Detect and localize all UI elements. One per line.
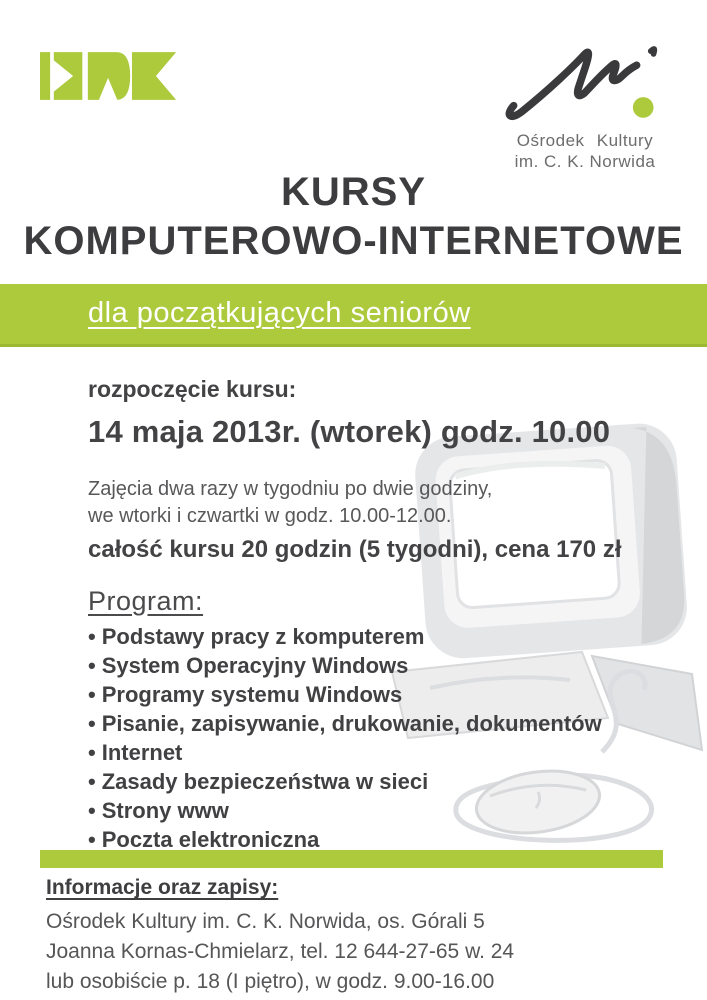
course-schedule-line1: Zajęcia dwa razy w tygodniu po dwie godziny,	[88, 478, 493, 500]
org-name-line1: Ośrodek Kultury	[516, 131, 654, 150]
program-item-label: Internet	[101, 740, 183, 765]
bullet-icon: •	[88, 711, 96, 736]
poster-title-line1: KURSY	[280, 170, 427, 214]
contact-heading: Informacje oraz zapisy:	[46, 876, 279, 899]
course-start-date: 14 maja 2013r. (wtorek) godz. 10.00	[88, 414, 611, 449]
poster-title-line2: KOMPUTEROWO-INTERNETOWE	[23, 219, 684, 263]
contact-hours: lub osobiście p. 18 (I piętro), w godz. 9.00-16.00	[46, 970, 495, 993]
bullet-icon: •	[88, 624, 96, 649]
program-item	[88, 709, 602, 738]
program-heading: Program:	[88, 586, 204, 616]
course-schedule	[88, 476, 492, 530]
program-item-label: Pisanie, zapisywanie, drukowanie, dokumentów	[101, 711, 602, 736]
program-item-label: Strony www	[101, 798, 229, 823]
program-item	[88, 622, 602, 651]
bullet-icon: •	[88, 653, 96, 678]
poster-title	[0, 168, 707, 266]
program-item	[88, 825, 602, 854]
course-schedule-line2: we wtorki i czwartki w godz. 10.00-12.00.	[88, 505, 452, 527]
program-item	[88, 680, 602, 709]
bullet-icon: •	[88, 798, 96, 823]
program-item-label: System Operacyjny Windows	[101, 653, 409, 678]
course-summary: całość kursu 20 godzin (5 tygodni), cena 170 zł	[88, 536, 622, 563]
program-item	[88, 796, 602, 825]
bullet-icon: •	[88, 682, 96, 707]
contact-block	[46, 876, 514, 997]
program-item-label: Poczta elektroniczna	[101, 827, 320, 852]
program-item-label: Podstawy pracy z komputerem	[101, 624, 425, 649]
subtitle-banner-text: dla początkujących seniorów	[88, 297, 471, 329]
bullet-icon: •	[88, 740, 96, 765]
org-logo	[495, 38, 675, 172]
program-item-label: Zasady bezpieczeństwa w sieci	[101, 769, 429, 794]
course-start-label: rozpoczęcie kursu:	[88, 376, 297, 402]
krk-logo	[40, 50, 178, 102]
norwid-signature-icon	[500, 38, 670, 130]
program-item	[88, 651, 602, 680]
program-item	[88, 767, 602, 796]
contact-address: Ośrodek Kultury im. C. K. Norwida, os. Górali 5	[46, 910, 485, 933]
subtitle-banner	[0, 284, 707, 347]
program-item	[88, 738, 602, 767]
program-item-label: Programy systemu Windows	[101, 682, 403, 707]
org-name-line2: im. C. K. Norwida	[514, 152, 656, 171]
program-list	[88, 622, 602, 854]
bullet-icon: •	[88, 769, 96, 794]
bullet-icon: •	[88, 827, 96, 852]
contact-phone: Joanna Kornas-Chmielarz, tel. 12 644-27-65 w. 24	[46, 940, 515, 963]
